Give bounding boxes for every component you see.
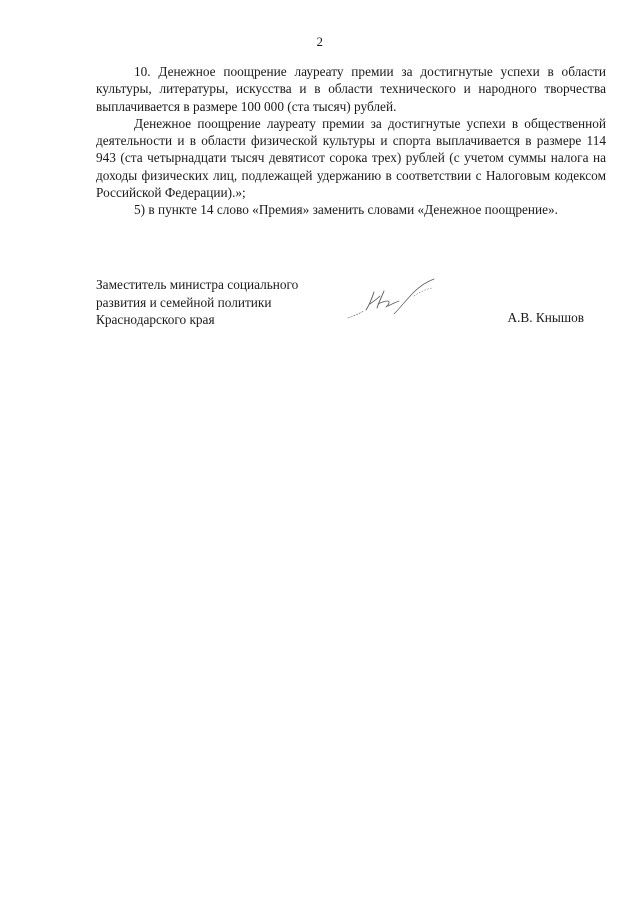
paragraph-award-public-activity: Денежное поощрение лауреату премии за достигнутые успехи в общественной деятельности и в области физической культуры и спорта выплачивается в размере 114 943 (ста четырнадцати тысяч девятисот сорока трех) рублей (с учетом суммы налога на доходы физических лиц, подлежащей удержанию в соответствии с Налоговым кодексом Российской Федерации).»; <box>96 115 606 201</box>
signatory-position-line: развития и семейной политики <box>96 294 272 310</box>
signature-block <box>96 276 606 336</box>
signatory-position-line: Заместитель министра социального <box>96 277 299 292</box>
handwritten-signature <box>344 274 448 328</box>
paragraph-clause-14-amendment: 5) в пункте 14 слово «Премия» заменить словами «Денежное поощрение». <box>134 202 558 218</box>
signatory-name: А.В. Кнышов <box>507 310 584 325</box>
signatory-position-line: Краснодарского края <box>96 312 215 328</box>
document-body <box>96 63 606 219</box>
page-number: 2 <box>316 34 324 49</box>
paragraph-award-culture: 10. Денежное поощрение лауреату премии за достигнутые успехи в области культуры, литературы, искусства и в области технического и народного творчества выплачивается в размере 100 000 (ста тысяч) рублей. <box>96 64 606 114</box>
signatory-position <box>96 276 298 329</box>
